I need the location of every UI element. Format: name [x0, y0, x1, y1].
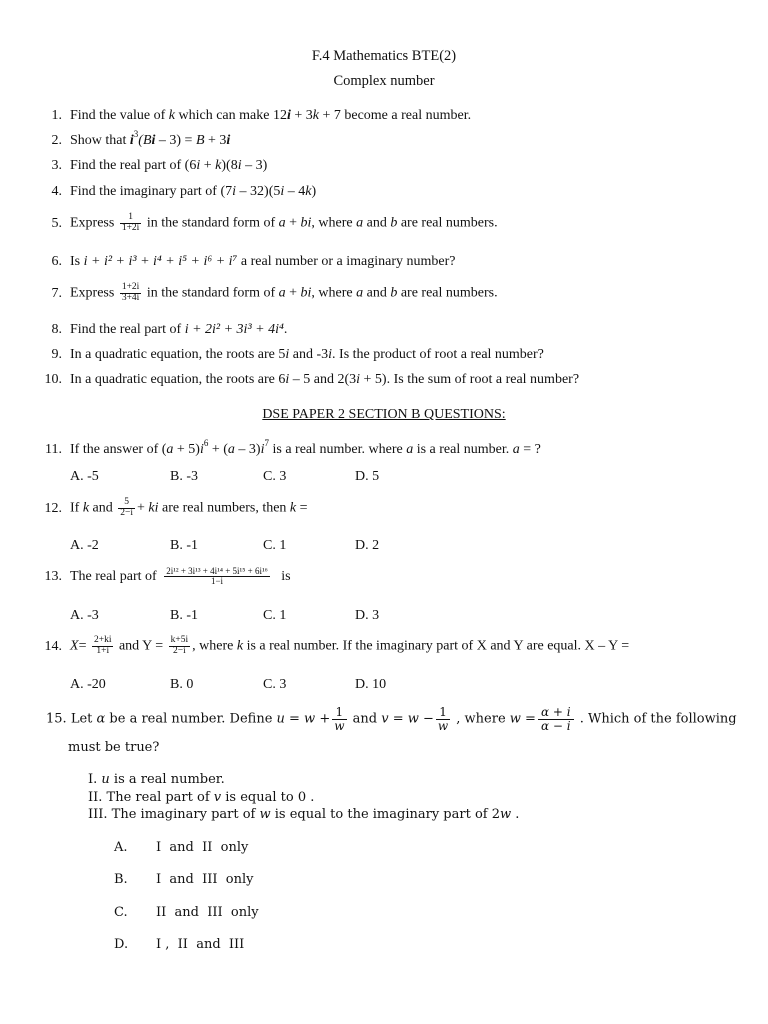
fraction: $\frac{k+5i}{2-i}$: [170, 635, 189, 656]
question-15-line-2: must be true?: [68, 740, 160, 755]
option-c: C. 1: [263, 538, 287, 553]
option-b: B. -1: [170, 538, 198, 553]
option-b: B. 0: [170, 677, 194, 692]
fraction: $\frac{1}{w}$: [437, 705, 449, 733]
option-d: D. 2: [355, 538, 380, 553]
option-b: B. -1: [170, 608, 198, 623]
page-title: F.4 Mathematics BTE(2): [311, 48, 457, 64]
question-14: 14. X= $\frac{2+ki}{1+i}$ and Y = $\frac{k+5i}{2-i}$ , where k is a real number. If the imaginary part of X and Y are equal. X – Y =: [44, 635, 630, 656]
question-8: 8. Find the real part of i + 2i² + 3i³ + 4i⁴.: [51, 322, 288, 337]
option-b-letter: B.: [114, 872, 128, 887]
option-a-letter: A.: [114, 840, 128, 855]
question-5: 5. Express $\frac{1}{1+2i}$ in the standard form of a + bi, where a and b are real numbers.: [51, 212, 498, 233]
option-d: D. 5: [355, 469, 380, 484]
statement-2: II. The real part of v is equal to 0 .: [88, 790, 315, 805]
question-2: 2. Show that $i^3(Bi - 3) = B + 3i$: [51, 129, 231, 148]
option-b-text: I and III only: [156, 872, 254, 887]
fraction: $\frac{1}{1+2i}$: [121, 212, 140, 233]
option-c-letter: C.: [114, 905, 128, 920]
question-12: 12. If k and $\frac{5}{2-i}$ + ki are real numbers, then k =: [44, 497, 308, 518]
fraction: $\frac{\alpha + i}{\alpha - i}$: [538, 706, 574, 732]
question-7: 7. Express $\frac{1+2i}{3+4i}$ in the standard form of a + bi, where a and b are real numbers.: [51, 282, 498, 303]
fraction: $\frac{5}{2-i}$: [120, 497, 134, 518]
fraction: $\frac{1}{w}$: [334, 705, 345, 733]
option-c-text: II and III only: [156, 905, 259, 920]
statement-1: I. u is a real number.: [88, 772, 225, 787]
option-a: A. -3: [70, 608, 99, 623]
option-d: D. 3: [355, 608, 380, 623]
section-heading: DSE PAPER 2 SECTION B QUESTIONS:: [262, 407, 506, 422]
question-10: 10. In a quadratic equation, the roots are 6i – 5 and 2(3i + 5). Is the sum of root a real number?: [44, 372, 580, 387]
option-a-text: I and II only: [156, 840, 249, 855]
question-6: 6. Is i + i² + i³ + i⁴ + i⁵ + i⁶ + i⁷ a real number or a imaginary number?: [51, 254, 456, 269]
option-a: A. -5: [70, 469, 99, 484]
option-d: D. 10: [355, 677, 387, 692]
question-9: 9. In a quadratic equation, the roots are 5i and -3i. Is the product of root a real number?: [51, 347, 544, 362]
option-d-letter: D.: [114, 937, 129, 952]
question-13: 13. The real part of $\frac{\text{2i¹² + 3i¹³ + 4i¹⁴ + 5i¹⁵ + 6i¹⁶}}{1-i}$ is: [44, 566, 291, 587]
question-11: 11. If the answer of $(a + 5)i^6 + (a - 3)i^7$ is a real number. where a is a real number. a = ?: [45, 438, 541, 457]
question-15: 15. Let α be a real number. Define u = w + $\frac{1}{w}$ and v = w − $\frac{1}{w}$ , where w = $\frac{\alpha + i}{\alpha - i}$ . Which of the following: [46, 705, 737, 733]
page-subtitle: Complex number: [333, 73, 435, 89]
fraction: $\frac{2+ki}{1+i}$: [93, 635, 112, 656]
question-1: 1. Find the value of k which can make 12i + 3k + 7 become a real number.: [51, 108, 472, 123]
option-a: A. -20: [70, 677, 106, 692]
question-3: 3. Find the real part of (6i + k)(8i – 3): [51, 158, 268, 173]
fraction: $\frac{1+2i}{3+4i}$: [121, 282, 140, 303]
option-d-text: I , II and III: [156, 937, 245, 952]
option-a: A. -2: [70, 538, 99, 553]
fraction: $\frac{\text{2i¹² + 3i¹³ + 4i¹⁴ + 5i¹⁵ + 6i¹⁶}}{1-i}$: [166, 566, 268, 587]
option-b: B. -3: [170, 469, 198, 484]
question-4: 4. Find the imaginary part of (7i – 32)(5i – 4k): [51, 184, 317, 199]
option-c: C. 3: [263, 469, 287, 484]
option-c: C. 3: [263, 677, 287, 692]
statement-3: III. The imaginary part of w is equal to the imaginary part of 2w .: [88, 807, 520, 822]
option-c: C. 1: [263, 608, 287, 623]
